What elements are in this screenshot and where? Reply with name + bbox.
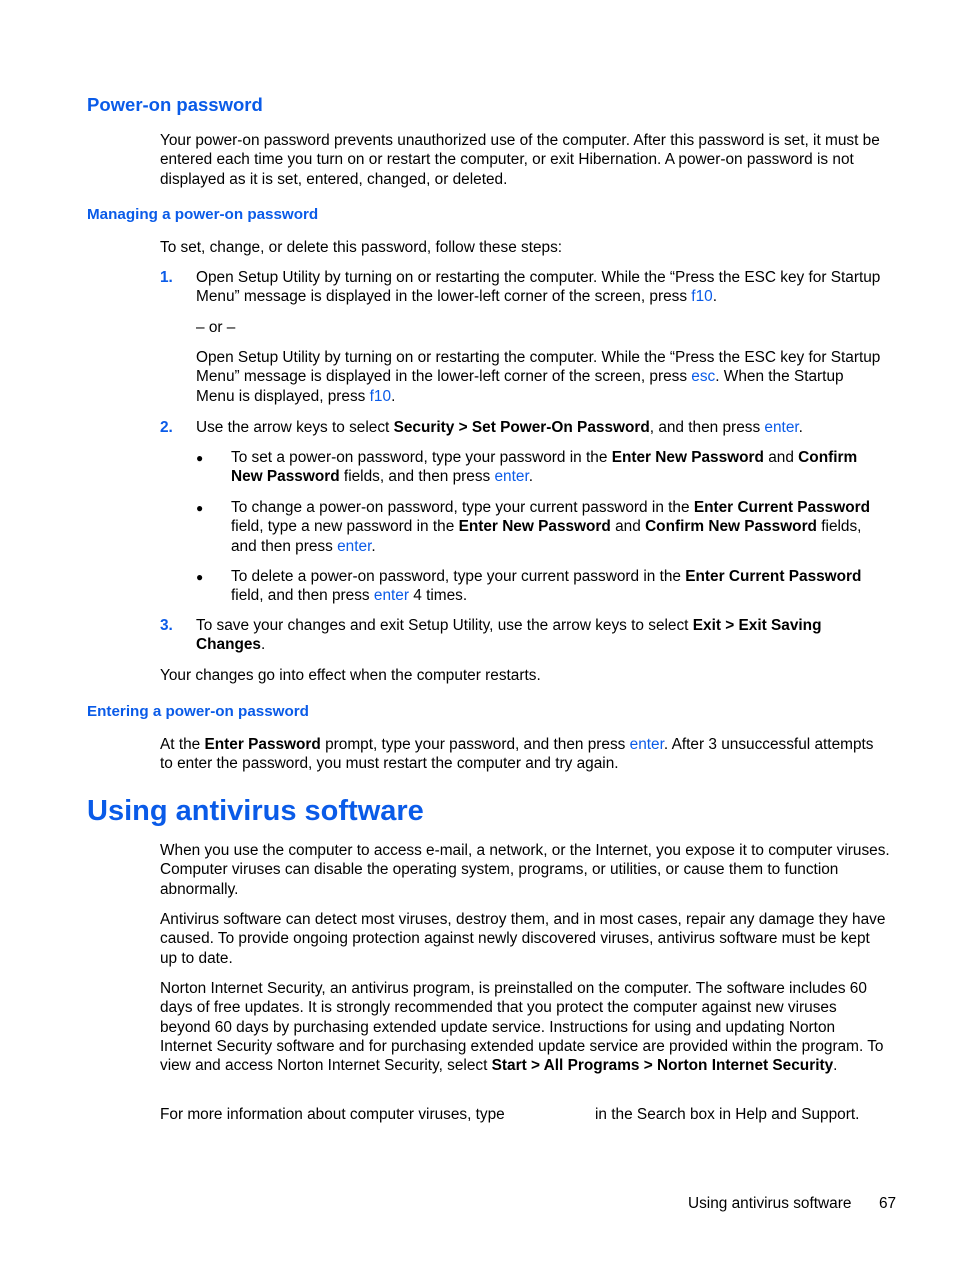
step-1-alternative-text [196, 348, 886, 406]
bullet-icon: ● [196, 570, 204, 584]
step-number-3: 3. [160, 617, 173, 634]
footer-section-title: Using antivirus software [688, 1195, 852, 1212]
key-enter: enter [373, 587, 409, 605]
step-1-text-a: Open Setup Utility by turning on or restarting the computer. While the “Press the ESC key for Startup Menu” message is displayed in the lower-left corner of the screen, press [196, 269, 881, 306]
subheading-entering-power-on-password: Entering a power-on password [87, 703, 309, 720]
bullet-1-text-c: fields, and then press [339, 468, 495, 486]
bullet-2-text-d: fields, and then press [231, 518, 862, 555]
step-3-text [196, 616, 886, 655]
bullet-set-password [231, 448, 891, 487]
bullet-1-bold-a: Enter New Password [611, 449, 764, 466]
entering-bold: Enter Password [204, 736, 321, 753]
bullet-2-bold-a: Enter Current Password [693, 499, 871, 516]
key-enter: enter [629, 736, 664, 753]
key-enter: enter [494, 468, 529, 486]
bullet-3-text-end: 4 times. [408, 587, 468, 605]
step-1-text-b-mid: . When the Startup Menu is displayed, press [196, 368, 844, 405]
step-2-text-end: . [798, 419, 803, 436]
step-1-text [196, 268, 886, 307]
bullet-delete-password [231, 567, 891, 606]
antivirus-p3-end: . [833, 1057, 838, 1075]
antivirus-paragraph-2: Antivirus software can detect most viruses, destroy them, and in most cases, repair any damage they have caused. To provide ongoing protection against newly discovered viruses, antivirus software must be kept up to date. [160, 911, 886, 967]
footer-page-number: 67 [879, 1195, 897, 1212]
bullet-1-text-b: and [763, 449, 799, 466]
bullet-1-bold-b: Confirm New Password [231, 449, 858, 486]
chapter-heading-antivirus: Using antivirus software [87, 795, 424, 827]
step-number-1: 1. [160, 269, 173, 286]
entering-paragraph [160, 735, 890, 774]
bullet-2-bold-b: Enter New Password [458, 518, 611, 536]
bullet-2-text-c: and [610, 518, 646, 536]
section-heading-power-on-password: Power-on password [87, 94, 263, 115]
managing-intro-paragraph: To set, change, or delete this password, follow these steps: [160, 239, 563, 256]
bullet-icon: ● [196, 501, 204, 515]
step-2-text-b: , and then press [649, 419, 765, 436]
antivirus-p3-menu-path: Start > All Programs > Norton Internet Security [491, 1057, 834, 1075]
bullet-2-text-a: To change a power-on password, type your current password in the [231, 499, 694, 516]
antivirus-paragraph-1: When you use the computer to access e-mail, a network, or the Internet, you expose it to computer viruses. Computer viruses can disable the operating system, programs, or utilities, or cause them to function abnormally. [160, 842, 890, 898]
antivirus-paragraph-4-start: For more information about computer viruses, type [160, 1106, 505, 1123]
power-on-intro-paragraph: Your power-on password prevents unauthorized use of the computer. After this password is set, it must be entered each time you turn on or restart the computer, or exit Hibernation. A power-on password is not displayed as it is set, entered, changed, or deleted. [160, 132, 880, 188]
key-esc: esc [691, 368, 716, 386]
step-1-text-b-end: . [391, 387, 396, 405]
entering-text-c: . After 3 unsuccessful attempts to enter the password, you must restart the computer and try again. [160, 736, 874, 773]
step-2-text-a: Use the arrow keys to select [196, 419, 394, 436]
bullet-3-bold-a: Enter Current Password [685, 568, 862, 585]
step-1-text-b: Open Setup Utility by turning on or restarting the computer. While the “Press the ESC key for Startup Menu” message is displayed in the lower-left corner of the screen, press [196, 349, 881, 386]
antivirus-paragraph-4-end: in the Search box in Help and Support. [595, 1106, 860, 1123]
entering-text-a: At the [160, 736, 205, 753]
bullet-3-text-a: To delete a power-on password, type your current password in the [231, 568, 686, 585]
bullet-icon: ● [196, 451, 204, 465]
step-1-text-a-end: . [712, 288, 717, 306]
key-f10: f10 [369, 387, 392, 405]
bullet-2-text-end: . [371, 537, 376, 555]
bullet-3-text-b: field, and then press [231, 587, 374, 605]
subheading-managing-power-on-password: Managing a power-on password [87, 206, 319, 223]
antivirus-p3-text: Norton Internet Security, an antivirus program, is preinstalled on the computer. The software includes 60 days of free updates. It is strongly recommended that you protect the computer against new viruses beyond 60 days by purchasing extended update service. Instructions for using and updating Norton Internet Security software and for purchasing extended update service are provided within the program. To view and access Norton Internet Security, select [160, 980, 884, 1075]
step-2-menu-path: Security > Set Power-On Password [393, 419, 650, 436]
antivirus-paragraph-3 [160, 979, 890, 1075]
key-enter: enter [337, 537, 372, 555]
step-number-2: 2. [160, 419, 173, 436]
step-3-text-a: To save your changes and exit Setup Utility, use the arrow keys to select [196, 617, 693, 634]
step-3-menu-path: Exit > Exit Saving Changes [196, 617, 822, 654]
bullet-2-text-b: field, type a new password in the [231, 518, 459, 536]
bullet-1-text-a: To set a power-on password, type your password in the [231, 449, 612, 466]
key-f10: f10 [691, 288, 713, 306]
entering-text-b: prompt, type your password, and then press [320, 736, 630, 753]
managing-outro-paragraph: Your changes go into effect when the computer restarts. [160, 667, 541, 684]
or-separator: – or – [196, 319, 236, 336]
bullet-1-text-end: . [528, 468, 534, 486]
step-2-text [196, 418, 886, 437]
bullet-2-bold-c: Confirm New Password [645, 518, 817, 536]
key-enter: enter [764, 419, 799, 436]
step-3-text-end: . [261, 636, 266, 654]
bullet-change-password [231, 498, 891, 556]
